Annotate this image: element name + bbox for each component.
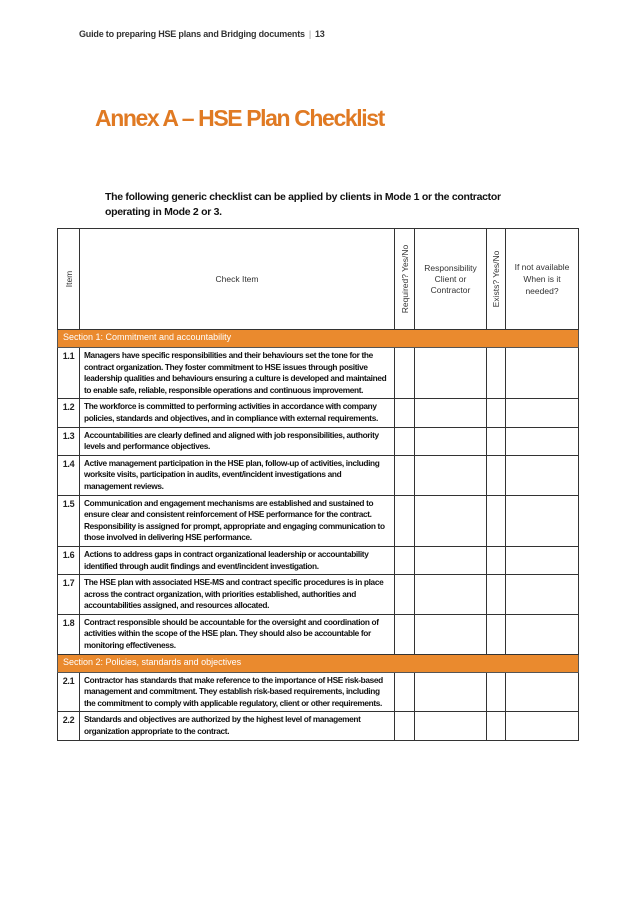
item-number: 1.8	[58, 614, 80, 654]
if-not-cell[interactable]	[506, 348, 579, 399]
responsibility-cell[interactable]	[415, 614, 487, 654]
table-header-row	[58, 229, 579, 330]
checklist-table	[57, 228, 579, 741]
item-number: 1.7	[58, 575, 80, 615]
table-row	[58, 427, 579, 455]
if-not-cell[interactable]	[506, 399, 579, 427]
header-separator: |	[308, 29, 311, 39]
if-not-cell[interactable]	[506, 575, 579, 615]
exists-cell[interactable]	[487, 575, 506, 615]
section-header-row	[58, 654, 579, 672]
if-not-cell[interactable]	[506, 712, 579, 740]
check-item-text: Contract responsible should be accountable for the oversight and coordination of activities within the scope of the HSE plan. They should also be accountable for monitoring effectiveness.	[80, 614, 395, 654]
page-title: Annex A – HSE Plan Checklist	[95, 105, 384, 131]
item-number: 1.2	[58, 399, 80, 427]
header-page-number: 13	[314, 29, 325, 39]
check-item-text: Standards and objectives are authorized by the highest level of management organization appropriate to the contract.	[80, 712, 395, 740]
check-item-text: Active management participation in the HSE plan, follow-up of activities, including worksite visits, participation in audits, event/incident investigations and management reviews.	[80, 455, 395, 495]
exists-cell[interactable]	[487, 672, 506, 712]
table-row	[58, 546, 579, 574]
responsibility-cell[interactable]	[415, 495, 487, 546]
exists-cell[interactable]	[487, 348, 506, 399]
check-item-text: Actions to address gaps in contract organizational leadership or accountability identified through audit findings and event/incident investigation.	[80, 546, 395, 574]
required-cell[interactable]	[395, 427, 415, 455]
table-row	[58, 672, 579, 712]
col-header-responsibility: Responsibility Client or Contractor	[415, 229, 487, 330]
responsibility-cell[interactable]	[415, 399, 487, 427]
check-item-text: Communication and engagement mechanisms are established and sustained to ensure clear and consistent reinforcement of HSE performance for the contract. Responsibility is assigned for prompt, appropriate and engaging communication to those involved in delivering HSE performance.	[80, 495, 395, 546]
responsibility-cell[interactable]	[415, 455, 487, 495]
exists-cell[interactable]	[487, 614, 506, 654]
item-number: 1.6	[58, 546, 80, 574]
table-row	[58, 712, 579, 740]
if-not-cell[interactable]	[506, 614, 579, 654]
if-not-cell[interactable]	[506, 672, 579, 712]
table-row	[58, 614, 579, 654]
check-item-text: Accountabilities are clearly defined and aligned with job responsibilities, authority levels and performance objectives.	[80, 427, 395, 455]
table-row	[58, 399, 579, 427]
if-not-cell[interactable]	[506, 546, 579, 574]
required-cell[interactable]	[395, 399, 415, 427]
if-not-cell[interactable]	[506, 495, 579, 546]
responsibility-cell[interactable]	[415, 575, 487, 615]
item-number: 1.4	[58, 455, 80, 495]
item-number: 1.1	[58, 348, 80, 399]
col-header-required: Required? Yes/No	[395, 229, 415, 330]
if-not-cell[interactable]	[506, 455, 579, 495]
section-title: Section 2: Policies, standards and objectives	[58, 654, 579, 672]
responsibility-cell[interactable]	[415, 672, 487, 712]
required-cell[interactable]	[395, 672, 415, 712]
required-cell[interactable]	[395, 712, 415, 740]
responsibility-cell[interactable]	[415, 348, 487, 399]
table-row	[58, 455, 579, 495]
table-row	[58, 575, 579, 615]
responsibility-cell[interactable]	[415, 546, 487, 574]
check-item-text: The HSE plan with associated HSE-MS and contract specific procedures is in place across the contract organization, with priorities established, authorities and accountabilities assigned, and resources allocated.	[80, 575, 395, 615]
required-cell[interactable]	[395, 348, 415, 399]
exists-cell[interactable]	[487, 495, 506, 546]
exists-cell[interactable]	[487, 399, 506, 427]
responsibility-cell[interactable]	[415, 712, 487, 740]
if-not-cell[interactable]	[506, 427, 579, 455]
header-doc-title: Guide to preparing HSE plans and Bridging documents	[79, 29, 305, 39]
check-item-text: Contractor has standards that make reference to the importance of HSE risk-based management and commitment. They establish risk-based requirements, including the commitment to comply with applicable regulatory, client or other requirements.	[80, 672, 395, 712]
check-item-text: Managers have specific responsibilities and their behaviours set the tone for the contract organization. They foster commitment to HSE issues through positive leadership qualities and behaviours ensuring a culture is developed and maintained to enable safe, reliable, responsible operations and continuous improvement.	[80, 348, 395, 399]
item-number: 1.5	[58, 495, 80, 546]
required-cell[interactable]	[395, 455, 415, 495]
exists-cell[interactable]	[487, 712, 506, 740]
section-header-row	[58, 330, 579, 348]
required-cell[interactable]	[395, 546, 415, 574]
exists-cell[interactable]	[487, 546, 506, 574]
exists-cell[interactable]	[487, 427, 506, 455]
col-header-exists: Exists? Yes/No	[487, 229, 506, 330]
col-header-item: Item	[58, 229, 80, 330]
exists-cell[interactable]	[487, 455, 506, 495]
running-header	[79, 29, 325, 39]
required-cell[interactable]	[395, 575, 415, 615]
item-number: 2.2	[58, 712, 80, 740]
responsibility-cell[interactable]	[415, 427, 487, 455]
section-title: Section 1: Commitment and accountability	[58, 330, 579, 348]
table-row	[58, 495, 579, 546]
required-cell[interactable]	[395, 614, 415, 654]
item-number: 1.3	[58, 427, 80, 455]
check-item-text: The workforce is committed to performing activities in accordance with company policies, standards and objectives, and in compliance with external requirements.	[80, 399, 395, 427]
intro-paragraph: The following generic checklist can be applied by clients in Mode 1 or the contractor operating in Mode 2 or 3.	[105, 191, 501, 218]
table-row	[58, 348, 579, 399]
item-number: 2.1	[58, 672, 80, 712]
required-cell[interactable]	[395, 495, 415, 546]
col-header-check-item: Check Item	[80, 229, 395, 330]
col-header-if-not: If not available When is it needed?	[506, 229, 579, 330]
